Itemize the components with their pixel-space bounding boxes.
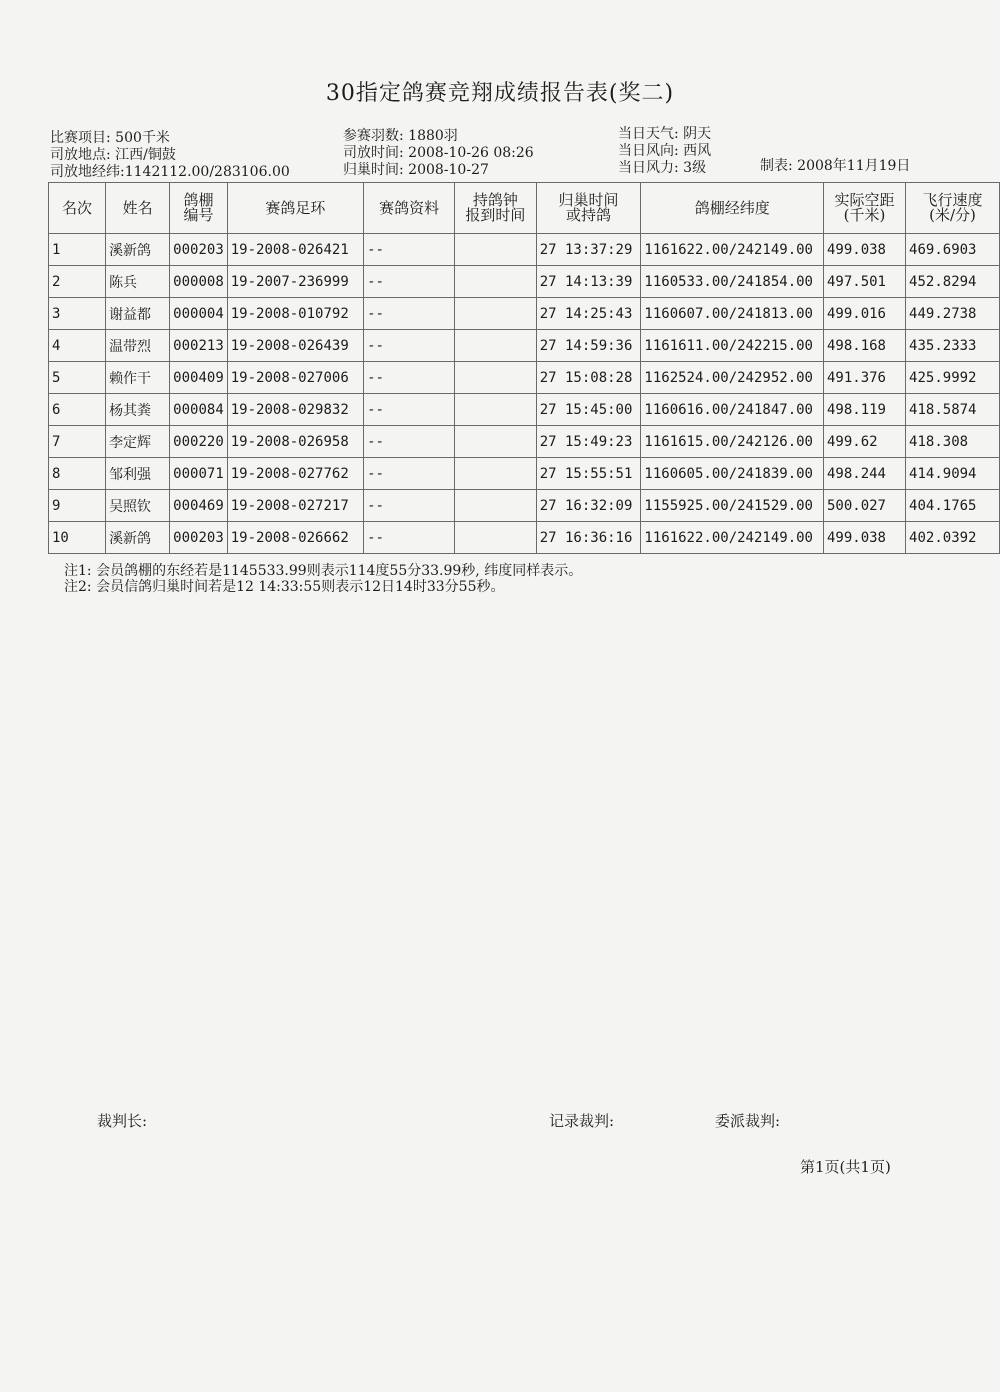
meta-weather-info: [618, 126, 711, 177]
cell-loft-id: 000008: [170, 266, 228, 298]
cell-rank: 4: [49, 330, 106, 362]
header-rank: 名次: [49, 183, 106, 234]
cell-distance: 498.244: [823, 458, 905, 490]
meta-race-info: [50, 130, 290, 181]
chief-referee-label: 裁判长:: [97, 1112, 148, 1130]
cell-rank: 6: [49, 394, 106, 426]
cell-loft-coords: 1160607.00/241813.00: [641, 298, 824, 330]
cell-name: 吴照钦: [106, 490, 170, 522]
meta-wind-force: 当日风力: 3级: [618, 160, 707, 176]
cell-ring-number: 19-2008-027217: [227, 490, 363, 522]
cell-ring-number: 19-2008-026421: [227, 234, 363, 266]
cell-ring-number: 19-2008-027762: [227, 458, 363, 490]
cell-clock-time: [455, 522, 537, 554]
cell-pigeon-info: --: [364, 522, 455, 554]
cell-speed: 402.0392: [906, 522, 1000, 554]
cell-return-time: 27 14:13:39: [536, 266, 641, 298]
cell-loft-coords: 1155925.00/241529.00: [641, 490, 824, 522]
cell-rank: 7: [49, 426, 106, 458]
cell-loft-coords: 1161622.00/242149.00: [641, 522, 824, 554]
assigned-referee-label: 委派裁判:: [715, 1112, 781, 1130]
meta-return-time: 归巢时间: 2008-10-27: [343, 162, 489, 178]
table-row: [49, 330, 1000, 362]
cell-loft-id: 000409: [170, 362, 228, 394]
cell-speed: 469.6903: [906, 234, 1000, 266]
meta-weather: 当日天气: 阴天: [618, 126, 712, 142]
table-row: [49, 426, 1000, 458]
cell-clock-time: [455, 458, 537, 490]
cell-loft-coords: 1161611.00/242215.00: [641, 330, 824, 362]
cell-loft-coords: 1162524.00/242952.00: [641, 362, 824, 394]
cell-return-time: 27 13:37:29: [536, 234, 641, 266]
results-body: [49, 234, 1000, 554]
cell-clock-time: [455, 394, 537, 426]
cell-rank: 9: [49, 490, 106, 522]
header-return-time: 归巢时间 或持鸽: [536, 183, 641, 234]
cell-ring-number: 19-2008-010792: [227, 298, 363, 330]
cell-pigeon-info: --: [364, 362, 455, 394]
cell-loft-id: 000220: [170, 426, 228, 458]
cell-loft-id: 000213: [170, 330, 228, 362]
cell-distance: 499.62: [823, 426, 905, 458]
header-loft-coords: 鸽棚经纬度: [641, 183, 824, 234]
cell-name: 温带烈: [106, 330, 170, 362]
cell-rank: 5: [49, 362, 106, 394]
note-1: 注1: 会员鸽棚的东经若是1145533.99则表示114度55分33.99秒, 纬度同样表示。: [64, 563, 583, 579]
cell-name: 李定辉: [106, 426, 170, 458]
cell-distance: 499.016: [823, 298, 905, 330]
cell-clock-time: [455, 426, 537, 458]
table-row: [49, 362, 1000, 394]
cell-name: 杨其粪: [106, 394, 170, 426]
notes: [64, 563, 582, 595]
header-clock-time: 持鸽钟 报到时间: [455, 183, 537, 234]
cell-loft-coords: 1161622.00/242149.00: [641, 234, 824, 266]
cell-pigeon-info: --: [364, 458, 455, 490]
cell-distance: 498.168: [823, 330, 905, 362]
meta-entries: 参赛羽数: 1880羽: [343, 128, 458, 144]
table-row: [49, 490, 1000, 522]
cell-rank: 10: [49, 522, 106, 554]
table-row: [49, 522, 1000, 554]
cell-name: 谢益都: [106, 298, 170, 330]
cell-distance: 499.038: [823, 234, 905, 266]
header-loft-id: 鸽棚 编号: [170, 183, 228, 234]
cell-return-time: 27 15:45:00: [536, 394, 641, 426]
results-table: [48, 182, 1000, 554]
header-pigeon-info: 赛鸽资料: [364, 183, 455, 234]
cell-clock-time: [455, 234, 537, 266]
cell-ring-number: 19-2007-236999: [227, 266, 363, 298]
meta-release-coords: 司放地经纬:1142112.00/283106.00: [50, 164, 290, 180]
cell-rank: 8: [49, 458, 106, 490]
table-row: [49, 298, 1000, 330]
cell-pigeon-info: --: [364, 490, 455, 522]
cell-rank: 3: [49, 298, 106, 330]
cell-return-time: 27 16:36:16: [536, 522, 641, 554]
cell-distance: 497.501: [823, 266, 905, 298]
cell-speed: 435.2333: [906, 330, 1000, 362]
cell-return-time: 27 15:55:51: [536, 458, 641, 490]
cell-loft-coords: 1161615.00/242126.00: [641, 426, 824, 458]
cell-distance: 500.027: [823, 490, 905, 522]
meta-release-place: 司放地点: 江西/铜鼓: [50, 147, 176, 163]
record-referee-label: 记录裁判:: [549, 1112, 615, 1130]
cell-ring-number: 19-2008-026958: [227, 426, 363, 458]
cell-ring-number: 19-2008-029832: [227, 394, 363, 426]
cell-name: 陈兵: [106, 266, 170, 298]
cell-return-time: 27 14:59:36: [536, 330, 641, 362]
page-number: 第1页(共1页): [800, 1158, 891, 1176]
cell-speed: 418.5874: [906, 394, 1000, 426]
cell-ring-number: 19-2008-026439: [227, 330, 363, 362]
cell-distance: 499.038: [823, 522, 905, 554]
meta-made-date: 制表: 2008年11月19日: [760, 158, 911, 174]
cell-loft-id: 000004: [170, 298, 228, 330]
table-row: [49, 394, 1000, 426]
cell-speed: 425.9992: [906, 362, 1000, 394]
cell-name: 溪新鸽: [106, 522, 170, 554]
cell-pigeon-info: --: [364, 394, 455, 426]
cell-rank: 2: [49, 266, 106, 298]
meta-release-time: 司放时间: 2008-10-26 08:26: [343, 145, 534, 161]
cell-speed: 404.1765: [906, 490, 1000, 522]
cell-return-time: 27 15:49:23: [536, 426, 641, 458]
report-title: 30指定鸽赛竞翔成绩报告表(奖二): [325, 81, 675, 106]
cell-pigeon-info: --: [364, 234, 455, 266]
cell-return-time: 27 16:32:09: [536, 490, 641, 522]
cell-rank: 1: [49, 234, 106, 266]
table-row: [49, 234, 1000, 266]
note-2: 注2: 会员信鸽归巢时间若是12 14:33:55则表示12日14时33分55秒。: [64, 579, 505, 595]
cell-loft-coords: 1160616.00/241847.00: [641, 394, 824, 426]
cell-ring-number: 19-2008-027006: [227, 362, 363, 394]
cell-loft-id: 000469: [170, 490, 228, 522]
cell-speed: 449.2738: [906, 298, 1000, 330]
cell-pigeon-info: --: [364, 266, 455, 298]
cell-pigeon-info: --: [364, 330, 455, 362]
cell-pigeon-info: --: [364, 298, 455, 330]
meta-wind-direction: 当日风向: 西风: [618, 143, 712, 159]
cell-clock-time: [455, 266, 537, 298]
cell-loft-id: 000203: [170, 522, 228, 554]
cell-name: 赖作干: [106, 362, 170, 394]
cell-loft-id: 000084: [170, 394, 228, 426]
cell-clock-time: [455, 362, 537, 394]
header-name: 姓名: [106, 183, 170, 234]
cell-clock-time: [455, 490, 537, 522]
cell-speed: 452.8294: [906, 266, 1000, 298]
cell-speed: 418.308: [906, 426, 1000, 458]
cell-loft-coords: 1160533.00/241854.00: [641, 266, 824, 298]
cell-loft-coords: 1160605.00/241839.00: [641, 458, 824, 490]
meta-race-item: 比赛项目: 500千米: [50, 130, 170, 146]
cell-name: 溪新鸽: [106, 234, 170, 266]
meta-time-info: [343, 128, 534, 179]
header-speed: 飞行速度 (米/分): [906, 183, 1000, 234]
table-row: [49, 266, 1000, 298]
cell-loft-id: 000071: [170, 458, 228, 490]
cell-ring-number: 19-2008-026662: [227, 522, 363, 554]
header-ring-number: 赛鸽足环: [227, 183, 363, 234]
cell-clock-time: [455, 330, 537, 362]
cell-speed: 414.9094: [906, 458, 1000, 490]
cell-return-time: 27 15:08:28: [536, 362, 641, 394]
cell-distance: 491.376: [823, 362, 905, 394]
cell-clock-time: [455, 298, 537, 330]
cell-distance: 498.119: [823, 394, 905, 426]
header-distance: 实际空距 (千米): [823, 183, 905, 234]
cell-loft-id: 000203: [170, 234, 228, 266]
table-row: [49, 458, 1000, 490]
cell-return-time: 27 14:25:43: [536, 298, 641, 330]
table-header-row: [49, 183, 1000, 234]
cell-pigeon-info: --: [364, 426, 455, 458]
cell-name: 邹利强: [106, 458, 170, 490]
